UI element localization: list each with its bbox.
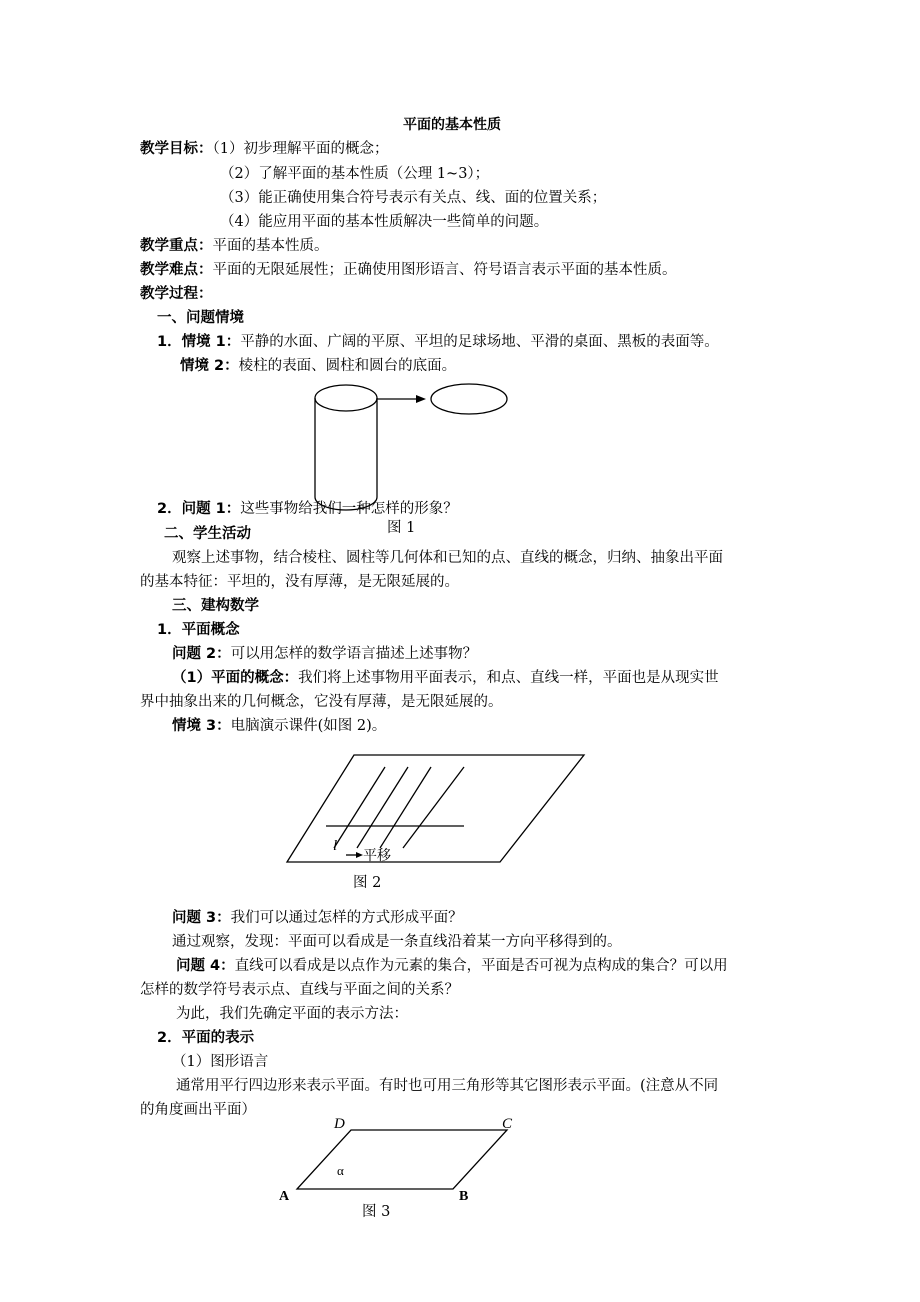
question-3-label: 问题 3： xyxy=(172,910,231,926)
key-point-label: 教学重点： xyxy=(140,238,213,254)
section3-heading: 三、建构数学 xyxy=(172,598,259,614)
concept-text-1: 我们将上述事物用平面表示，和点、直线一样，平面也是从现实世 xyxy=(298,670,719,686)
scenario-3-label: 情境 3： xyxy=(172,718,231,734)
question-4-line-2: 怎样的数学符号表示点、直线与平面之间的关系？ xyxy=(140,982,459,998)
scenario-2-text: 棱柱的表面、圆柱和圆台的底面。 xyxy=(238,358,457,374)
figure-2-caption: 图 2 xyxy=(353,875,382,891)
observation-text: 通过观察，发现：平面可以看成是一条直线沿着某一方向平移得到的。 xyxy=(172,934,622,950)
vertex-label-b: B xyxy=(459,1189,469,1204)
section1-heading: 一、问题情境 xyxy=(157,310,244,326)
concept-line-2: 界中抽象出来的几何概念，它没有厚薄，是无限延展的。 xyxy=(140,694,503,710)
question-1-text: 这些事物给我们一种怎样的形象？ xyxy=(240,501,458,517)
section2-line-1: 观察上述事物，结合棱柱、圆柱等几何体和已知的点、直线的概念，归纳、抽象出平面 xyxy=(172,550,723,566)
process-label: 教学过程： xyxy=(140,286,213,302)
goal-item-3: （3）能正确使用集合符号表示有关点、线、面的位置关系； xyxy=(220,190,607,206)
question-1-label: 2．问题 1： xyxy=(157,501,241,517)
vertex-label-c: C xyxy=(502,1116,513,1132)
vertex-label-a: A xyxy=(279,1189,290,1204)
graphic-language-label: （1）图形语言 xyxy=(172,1054,269,1070)
question-4-label: 问题 4： xyxy=(176,958,235,974)
goal-item-1: （1）初步理解平面的概念； xyxy=(212,141,389,157)
concept-label: （1）平面的概念： xyxy=(172,670,299,686)
subheading-plane-concept: 1．平面概念 xyxy=(157,622,240,638)
method-text: 为此，我们先确定平面的表示方法： xyxy=(176,1006,408,1022)
page-title: 平面的基本性质 xyxy=(403,117,501,133)
figure-3-caption: 图 3 xyxy=(362,1204,391,1220)
question-4-text-1: 直线可以看成是以点作为元素的集合，平面是否可视为点构成的集合？可以用 xyxy=(234,958,728,974)
section2-line-2: 的基本特征：平坦的，没有厚薄，是无限延展的。 xyxy=(140,574,459,590)
goals-label: 教学目标： xyxy=(140,141,213,157)
scenario-1-label: 1．情境 1： xyxy=(157,334,241,350)
representation-line-2: 的角度画出平面） xyxy=(140,1102,256,1118)
representation-line-1: 通常用平行四边形来表示平面。有时也可用三角形等其它图形表示平面。(注意从不同 xyxy=(176,1078,719,1094)
scenario-1-text: 平静的水面、广阔的平原、平坦的足球场地、平滑的桌面、黑板的表面等。 xyxy=(240,334,719,350)
goal-item-2: （2）了解平面的基本性质（公理 1~3）； xyxy=(220,166,490,182)
question-2-text: 可以用怎样的数学语言描述上述事物？ xyxy=(230,646,478,662)
figure-1-caption: 图 1 xyxy=(387,520,416,536)
vertex-label-d: D xyxy=(334,1116,345,1132)
scenario-2-label: 情境 2： xyxy=(180,358,239,374)
section2-heading: 二、学生活动 xyxy=(164,526,251,542)
line-label-l: l xyxy=(333,838,338,854)
scenario-3-text: 电脑演示课件(如图 2)。 xyxy=(230,718,387,734)
plane-label-alpha: α xyxy=(337,1163,344,1178)
subheading-plane-representation: 2．平面的表示 xyxy=(157,1030,255,1046)
difficulty-label: 教学难点： xyxy=(140,262,213,278)
question-2-label: 问题 2： xyxy=(172,646,231,662)
translate-label: 平移 xyxy=(363,849,391,864)
question-3-text: 我们可以通过怎样的方式形成平面？ xyxy=(230,910,463,926)
parallelogram-abcd xyxy=(297,1130,507,1189)
key-point-text: 平面的基本性质。 xyxy=(212,238,329,254)
difficulty-text: 平面的无限延展性；正确使用图形语言、符号语言表示平面的基本性质。 xyxy=(212,262,677,278)
goal-item-4: （4）能应用平面的基本性质解决一些简单的问题。 xyxy=(220,214,549,230)
